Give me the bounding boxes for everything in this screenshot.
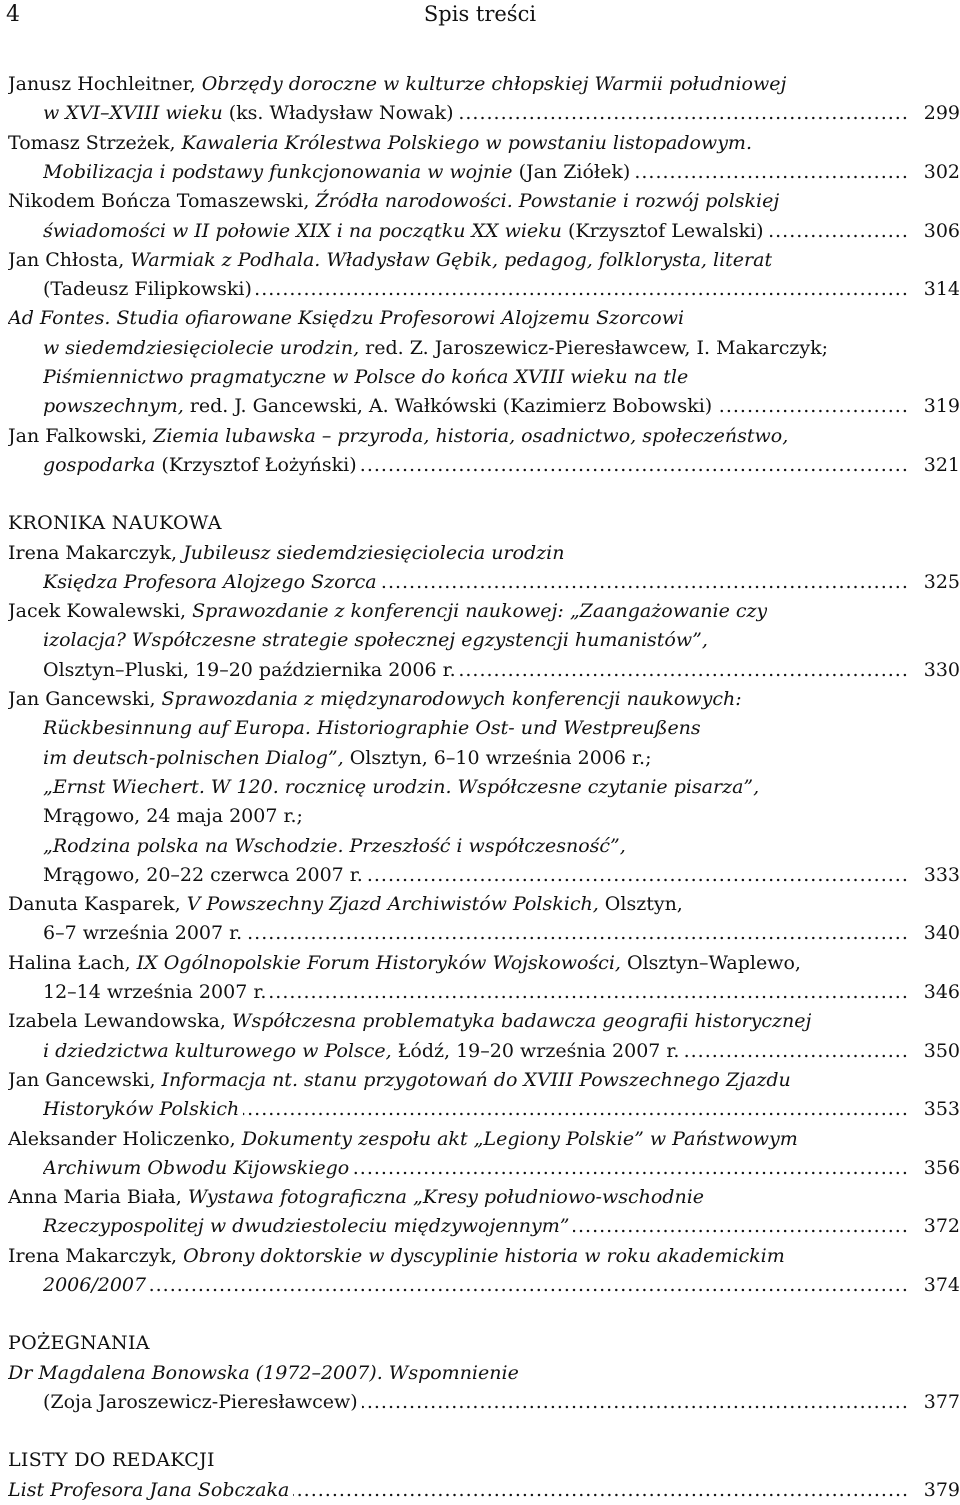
text-segment: Mrągowo, 20–22 czerwca 2007 r.	[43, 863, 363, 886]
toc-page-number: 340	[918, 919, 960, 948]
toc-entry-line	[43, 392, 960, 421]
toc-entry-text	[43, 278, 256, 300]
text-segment: izolacja? Współczesne strategie społecznej egzystencji humanistów”,	[43, 629, 708, 652]
toc-entry-text	[43, 717, 701, 739]
toc-page-number: 314	[918, 275, 960, 304]
toc-entry-line	[8, 1183, 704, 1212]
text-segment: Olsztyn, 6–10 września 2006 r.;	[343, 746, 652, 769]
toc-entry-line	[8, 422, 788, 451]
toc-entry-text	[43, 776, 759, 798]
toc-page-number: 377	[918, 1388, 960, 1417]
text-segment: Jubileusz siedemdziesięciolecia urodzin	[183, 541, 565, 564]
text-segment: gospodarka	[43, 453, 156, 476]
text-segment: Łódź, 19–20 września 2007 r.	[391, 1039, 680, 1062]
text-segment: Olsztyn,	[598, 893, 683, 916]
toc-entry-line	[43, 334, 828, 363]
text-segment: (Krzysztof Łożyński)	[155, 453, 357, 476]
toc-entry-line	[43, 919, 960, 948]
text-segment: (Zoja Jaroszewicz-Pieresławcew)	[43, 1390, 358, 1413]
toc-entry-line	[43, 714, 701, 743]
toc-entry-text	[8, 1128, 798, 1150]
toc-entry-text	[43, 659, 460, 681]
text-segment: Izabela Lewandowska,	[8, 1010, 232, 1033]
text-segment: „Rodzina polska na Wschodzie. Przeszłość i współczesność”,	[43, 834, 626, 857]
toc-entry-line	[43, 1037, 960, 1066]
toc-entry-line	[8, 949, 801, 978]
text-segment: powszechnym,	[43, 395, 184, 418]
toc-page-number: 372	[918, 1212, 960, 1241]
toc-entry-text	[8, 1010, 811, 1032]
toc-entry-line	[43, 1271, 960, 1300]
toc-entry-line	[43, 832, 626, 861]
toc-page-number: 321	[918, 451, 960, 480]
text-segment: 12–14 września 2007 r.	[43, 981, 267, 1003]
toc-page-number: 379	[918, 1476, 960, 1505]
text-segment: Olsztyn–Pluski, 19–20 października 2006 r.	[43, 658, 456, 681]
toc-entry-text	[8, 1479, 293, 1501]
text-segment: Kawaleria Królestwa Polskiego w powstaniu listopadowym.	[181, 131, 752, 154]
toc-entry-line	[43, 1154, 960, 1183]
text-segment: Aleksander Holiczenko,	[8, 1127, 242, 1150]
toc-entry-text	[43, 395, 716, 417]
toc-entry-line	[8, 1007, 811, 1036]
text-segment: Jan Gancewski,	[8, 688, 162, 710]
toc-entry-text	[8, 425, 788, 447]
toc-entry-text	[8, 893, 683, 915]
toc-entry-text	[8, 952, 801, 974]
section-heading: LISTY DO REDAKCJI	[8, 1449, 215, 1472]
text-segment: i dziedzictwa kulturowego w Polsce,	[43, 1039, 392, 1062]
toc-entry-line	[43, 217, 960, 246]
section-heading: POŻEGNANIA	[8, 1332, 150, 1355]
toc-entry-text	[43, 1157, 353, 1179]
toc-entry-line	[43, 99, 960, 128]
toc-page-number: 306	[918, 217, 960, 246]
toc-entry-text	[8, 1069, 791, 1091]
text-segment: List Profesora Jana Sobczaka	[8, 1478, 290, 1501]
toc-entry-line	[43, 158, 960, 187]
toc-entry-text	[8, 307, 684, 329]
toc-entry-text	[43, 835, 626, 857]
toc-entry-line	[43, 626, 708, 655]
toc-page-number: 356	[918, 1154, 960, 1183]
toc-entry-text	[8, 73, 786, 95]
text-segment: Rzeczypospolitej w dwudziestoleciu międzywojennym”	[43, 1215, 570, 1238]
text-segment: „Ernst Wiechert. W 120. rocznicę urodzin. Współczesne czytanie pisarza”,	[43, 775, 760, 798]
toc-entry-line	[8, 70, 786, 99]
toc-page-number: 302	[918, 158, 960, 187]
toc-entry-line	[43, 744, 651, 773]
toc-entry-text	[43, 454, 361, 476]
text-segment: red. J. Gancewski, A. Wałkówski (Kazimierz Bobowski)	[183, 395, 713, 418]
toc-entry-line	[8, 187, 779, 216]
toc-entry-line	[8, 1125, 798, 1154]
toc-entry-text	[8, 190, 779, 212]
text-segment: Anna Maria Biała,	[8, 1186, 188, 1209]
toc-entry-line	[8, 890, 683, 919]
toc-entry-text	[8, 1245, 785, 1267]
text-segment: Mrągowo, 24 maja 2007 r.;	[43, 805, 303, 828]
toc-entry-line	[43, 978, 960, 1007]
text-segment: IX Ogólnopolskie Forum Historyków Wojskowości,	[136, 951, 621, 974]
text-segment: Obrzędy doroczne w kulturze chłopskiej Warmii południowej	[201, 73, 787, 95]
toc-page-number: 330	[918, 656, 960, 685]
text-segment: Wystawa fotograficzna „Kresy południowo-wschodnie	[187, 1186, 705, 1209]
toc-entry-text	[43, 1098, 243, 1120]
text-segment: 6–7 września 2007 r.	[43, 922, 243, 945]
text-segment: Informacja nt. stanu przygotowań do XVIII Powszechnego Zjazdu	[161, 1068, 791, 1091]
toc-page-number: 325	[918, 568, 960, 597]
text-segment: Księdza Profesora Alojzego Szorca	[43, 570, 377, 593]
toc-entry-line	[43, 802, 303, 831]
text-segment: V Powszechny Zjazd Archiwistów Polskich,	[186, 893, 599, 916]
text-segment: w siedemdziesięciolecie urodzin,	[43, 336, 360, 359]
text-segment: Obrony doktorskie w dyscyplinie historia w roku akademickim	[183, 1244, 785, 1267]
toc-entry-line	[43, 275, 960, 304]
text-segment: Źródła narodowości. Powstanie i rozwój polskiej	[315, 190, 780, 213]
toc-entry-line	[43, 1388, 960, 1417]
toc-page-number: 350	[918, 1037, 960, 1066]
text-segment: im deutsch-polnischen Dialog”,	[43, 746, 344, 769]
text-segment: Dokumenty zespołu akt „Legiony Polskie” w Państwowym	[241, 1127, 798, 1150]
text-segment: Danuta Kasparek,	[8, 893, 187, 916]
text-segment: Dr Magdalena Bonowska (1972–2007). Wspomnienie	[8, 1361, 519, 1384]
text-segment: (Krzysztof Lewalski)	[561, 219, 764, 242]
toc-entry-text	[43, 571, 381, 593]
toc-entry-text	[43, 864, 367, 886]
toc-entry-line	[8, 1476, 960, 1505]
toc-entry-line	[43, 451, 960, 480]
text-segment: Irena Makarczyk,	[8, 541, 184, 564]
text-segment: Ad Fontes. Studia ofiarowane Księdzu Profesorowi Alojzemu Szorcowi	[8, 307, 685, 330]
text-segment: Współczesna problematyka badawcza geografii historycznej	[231, 1010, 812, 1033]
text-segment: (ks. Władysław Nowak)	[222, 102, 454, 125]
text-segment: Jan Chłosta,	[8, 248, 131, 271]
toc-entry-line	[43, 568, 960, 597]
toc-entry-text	[43, 337, 828, 359]
toc-entry-text	[8, 542, 564, 564]
toc-entry-text	[43, 1391, 362, 1413]
text-segment: Archiwum Obwodu Kijowskiego	[43, 1156, 350, 1179]
text-segment: Rückbesinnung auf Europa. Historiographie Ost- und Westpreußens	[43, 717, 701, 740]
toc-entry-text	[43, 981, 270, 1003]
text-segment: Ziemia lubawska – przyroda, historia, osadnictwo, społeczeństwo,	[153, 424, 789, 447]
toc-entry-line	[43, 656, 960, 685]
text-segment: Janusz Hochleitner,	[8, 73, 202, 95]
text-segment: Halina Łach,	[8, 951, 137, 974]
text-segment: Olsztyn–Waplewo,	[620, 951, 801, 974]
toc-entry-text	[43, 220, 768, 242]
text-segment: 2006/2007	[43, 1274, 147, 1296]
text-segment: Sprawozdania z międzynarodowych konferencji naukowych:	[161, 688, 742, 710]
toc-entry-text	[8, 600, 767, 622]
toc-entry-text	[43, 366, 688, 388]
section-heading: KRONIKA NAUKOWA	[8, 512, 222, 535]
toc-entry-text	[8, 1362, 519, 1384]
toc-entry-line	[43, 1212, 960, 1241]
text-segment: Jan Gancewski,	[8, 1068, 162, 1091]
toc-entry-text	[43, 805, 303, 827]
text-segment: Mobilizacja i podstawy funkcjonowania w wojnie	[43, 160, 513, 183]
toc-page-number: 346	[918, 978, 960, 1007]
text-segment: Sprawozdanie z konferencji naukowej: „Zaangażowanie czy	[192, 600, 768, 623]
toc-entry-text	[8, 132, 752, 154]
text-segment: Tomasz Strzeżek,	[8, 131, 182, 154]
toc-entry-line	[8, 246, 772, 275]
toc-page-number: 333	[918, 861, 960, 890]
toc-entry-text	[43, 1040, 683, 1062]
text-segment: Historyków Polskich	[43, 1098, 240, 1121]
toc-page-number: 353	[918, 1095, 960, 1124]
text-segment: Irena Makarczyk,	[8, 1244, 184, 1267]
toc-entry-line	[43, 861, 960, 890]
toc-entry-text	[43, 629, 708, 651]
text-segment: Jan Falkowski,	[8, 424, 154, 447]
text-segment: Piśmiennictwo pragmatyczne w Polsce do końca XVIII wieku na tle	[43, 366, 689, 388]
toc-entry-line	[8, 1066, 791, 1095]
text-segment: w XVI–XVIII wieku	[43, 102, 223, 125]
toc-entry-text	[43, 922, 246, 944]
toc-entry-text	[43, 161, 634, 183]
toc-entry-line	[8, 539, 564, 568]
toc-page-number: 319	[918, 392, 960, 421]
running-head: Spis treści	[423, 2, 537, 26]
toc-entry-text	[43, 1274, 150, 1296]
toc-entry-line	[8, 597, 767, 626]
text-segment: świadomości w II połowie XIX i na początku XX wieku	[43, 219, 562, 242]
text-segment: Warmiak z Podhala. Władysław Gębik, pedagog, folklorysta, literat	[130, 248, 773, 271]
page-number: 4	[6, 2, 20, 27]
toc-entry-line	[8, 129, 752, 158]
page-header	[0, 2, 960, 32]
toc-page-number: 374	[918, 1271, 960, 1300]
toc-entry-text	[8, 1186, 704, 1208]
toc-entry-text	[43, 102, 458, 124]
text-segment: (Jan Ziółek)	[512, 160, 631, 183]
toc-entry-line	[43, 1095, 960, 1124]
toc-entry-line	[43, 773, 759, 802]
toc-entry-text	[43, 1215, 573, 1237]
text-segment: Jacek Kowalewski,	[8, 600, 193, 623]
toc-entry-line	[43, 363, 688, 392]
toc-entry-line	[8, 304, 684, 333]
toc-entry-line	[8, 685, 742, 714]
toc-page-number: 299	[918, 99, 960, 128]
toc-entry-text	[8, 688, 742, 710]
text-segment: red. Z. Jaroszewicz-Pieresławcew, I. Makarczyk;	[359, 336, 829, 359]
text-segment: Nikodem Bończa Tomaszewski,	[8, 190, 316, 213]
toc-entry-text	[43, 747, 651, 769]
toc-entry-line	[8, 1359, 519, 1388]
text-segment: (Tadeusz Filipkowski)	[43, 278, 252, 301]
toc-entry-line	[8, 1242, 785, 1271]
toc-entry-text	[8, 249, 772, 271]
